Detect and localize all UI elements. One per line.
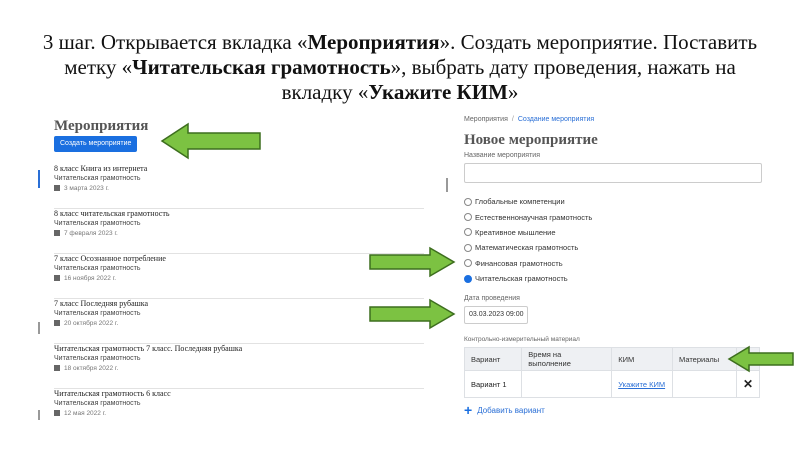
event-name-input[interactable]	[464, 163, 762, 183]
event-date-text: 16 ноября 2022 г.	[64, 275, 116, 282]
scroll-marker	[38, 322, 40, 334]
kim-table	[464, 347, 760, 398]
arrow-right-icon	[368, 246, 458, 278]
event-subtitle: Читательская грамотность	[54, 400, 141, 407]
radio-icon	[464, 198, 472, 206]
events-heading: Мероприятия	[54, 118, 149, 134]
title-bold-kim: Укажите КИМ	[368, 80, 508, 104]
radio-icon	[464, 228, 472, 236]
event-date-text: 7 февраля 2023 г.	[64, 230, 118, 237]
event-date	[54, 185, 109, 192]
event-date-text: 18 октября 2022 г.	[64, 365, 119, 372]
radio-icon	[464, 213, 472, 221]
event-title: 8 класс Книга из интернета	[54, 164, 148, 173]
active-indicator	[38, 170, 40, 188]
event-subtitle: Читательская грамотность	[54, 265, 141, 272]
page-title: Новое мероприятие	[464, 132, 598, 148]
col-kim: КИМ	[612, 348, 673, 371]
calendar-icon	[54, 275, 60, 281]
table-row	[465, 371, 760, 398]
radio-checked-icon	[464, 275, 472, 283]
calendar-icon	[54, 410, 60, 416]
breadcrumb-separator: /	[511, 116, 514, 123]
event-name-label: Название мероприятия	[464, 152, 541, 159]
date-input[interactable]: 03.03.2023 09:00	[464, 306, 528, 324]
table-header-row	[465, 348, 760, 371]
radio-label: Естественнонаучная грамотность	[475, 212, 593, 222]
arrow-left-icon	[727, 345, 797, 373]
cell-time[interactable]	[522, 371, 612, 398]
breadcrumb-events[interactable]: Мероприятия	[464, 116, 508, 123]
radio-label: Глобальные компетенции	[475, 197, 565, 207]
cell-materials[interactable]	[672, 371, 736, 398]
event-subtitle: Читательская грамотность	[54, 355, 141, 362]
radio-label: Читательская грамотность	[475, 274, 568, 284]
slide-title	[40, 30, 760, 105]
event-date	[54, 230, 118, 237]
calendar-icon	[54, 230, 60, 236]
arrow-right-icon	[368, 298, 458, 330]
radio-math-literacy[interactable]	[464, 240, 592, 255]
breadcrumb-create[interactable]: Создание мероприятия	[517, 116, 595, 123]
cell-variant: Вариант 1	[465, 371, 522, 398]
scroll-marker	[38, 410, 40, 420]
radio-label: Креативное мышление	[475, 227, 556, 237]
event-subtitle: Читательская грамотность	[54, 175, 141, 182]
event-title: 7 класс Последняя рубашка	[54, 299, 149, 308]
title-bold-events: Мероприятия	[307, 30, 440, 54]
event-title: Читательская грамотность 6 класс	[54, 389, 171, 398]
arrow-left-icon	[160, 121, 264, 161]
kim-section-label: Контрольно-измерительный материал	[464, 336, 580, 343]
specify-kim-link[interactable]: Укажите КИМ	[618, 379, 666, 389]
radio-icon	[464, 244, 472, 252]
col-variant: Вариант	[465, 348, 522, 371]
event-date-text: 3 марта 2023 г.	[64, 185, 109, 192]
event-date	[54, 410, 106, 417]
add-variant-label: Добавить вариант	[477, 405, 545, 415]
radio-label: Математическая грамотность	[475, 243, 579, 253]
category-radio-group	[464, 194, 592, 286]
calendar-icon	[54, 320, 60, 326]
title-part: », выбрать дату проведения, нажать на вкладку «	[281, 55, 736, 104]
event-date	[54, 320, 118, 327]
event-date	[54, 365, 118, 372]
col-materials: Материалы	[672, 348, 736, 371]
event-date-text: 12 мая 2022 г.	[64, 410, 107, 417]
radio-icon	[464, 259, 472, 267]
event-date	[54, 275, 116, 282]
radio-science-literacy[interactable]	[464, 209, 592, 224]
event-subtitle: Читательская грамотность	[54, 310, 141, 317]
radio-creative-thinking[interactable]	[464, 225, 592, 240]
title-part: »	[507, 80, 519, 104]
add-variant-button[interactable]	[464, 402, 545, 418]
title-bold-literacy: Читательская грамотность	[132, 55, 391, 79]
date-label: Дата проведения	[464, 295, 520, 302]
event-list-item[interactable]	[54, 389, 424, 422]
create-event-button[interactable]: Создать мероприятие	[54, 136, 137, 152]
new-event-form	[446, 112, 772, 432]
event-title: 8 класс читательская грамотность	[54, 209, 170, 218]
event-list-item[interactable]	[54, 164, 424, 209]
calendar-icon	[54, 185, 60, 191]
delete-variant-icon[interactable]: ✕	[736, 371, 759, 398]
calendar-icon	[54, 365, 60, 371]
events-list	[54, 164, 424, 422]
scroll-marker	[446, 178, 448, 192]
event-subtitle: Читательская грамотность	[54, 220, 141, 227]
cell-kim	[612, 371, 673, 398]
col-time: Время на выполнение	[522, 348, 612, 371]
breadcrumb	[464, 116, 594, 123]
radio-financial-literacy[interactable]	[464, 256, 592, 271]
radio-reading-literacy[interactable]	[464, 271, 592, 286]
event-title: 7 класс Осознанное потребление	[54, 254, 166, 263]
title-part: ». Создать мероприятие. Поставить метку «	[64, 30, 758, 79]
radio-label: Финансовая грамотность	[475, 258, 563, 268]
plus-icon: +	[464, 402, 473, 418]
event-list-item[interactable]	[54, 344, 424, 389]
title-part: 3 шаг. Открывается вкладка «	[42, 30, 308, 54]
event-date-text: 20 октября 2022 г.	[64, 320, 119, 327]
event-title: Читательская грамотность 7 класс. Последняя рубашка	[54, 344, 243, 353]
radio-global-competencies[interactable]	[464, 194, 592, 209]
